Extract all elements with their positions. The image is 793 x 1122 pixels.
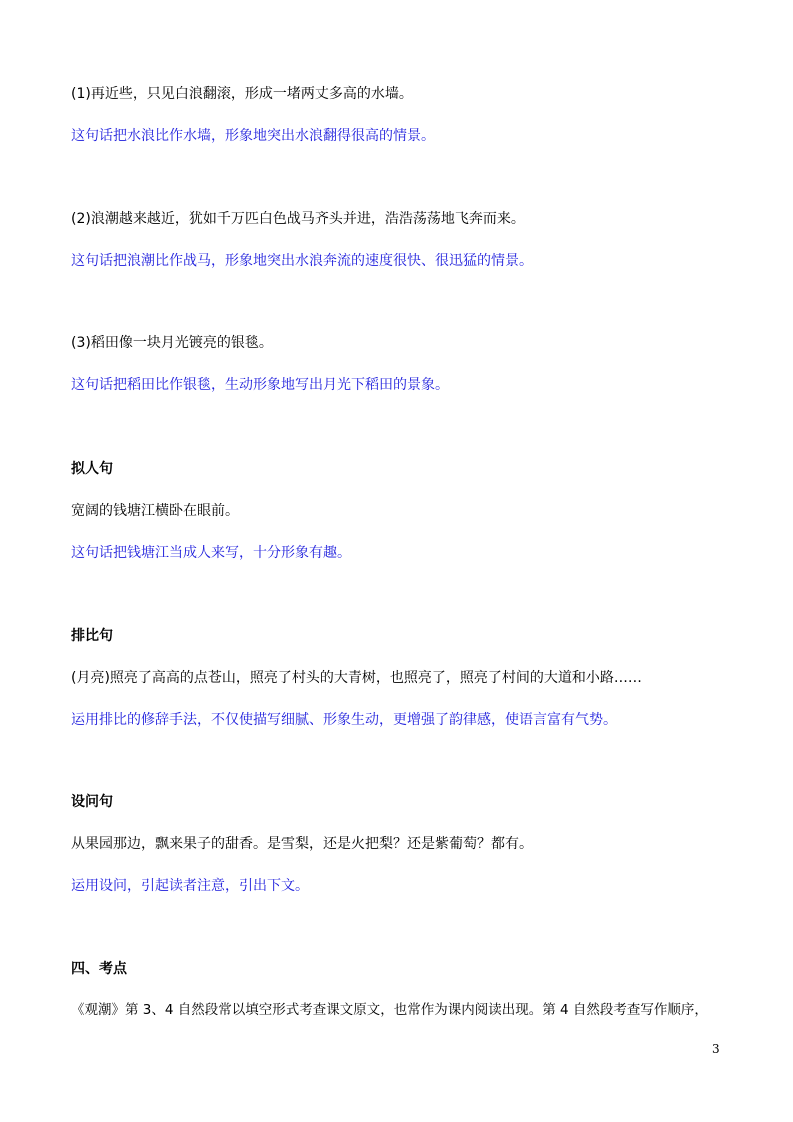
question-sentence: 从果园那边，飘来果子的甜香。是雪梨，还是火把梨？还是紫葡萄？都有。 bbox=[71, 836, 533, 852]
parallelism-sentence: (月亮)照亮了高高的点苍山，照亮了村头的大青树，也照亮了，照亮了村间的大道和小路…… bbox=[71, 670, 642, 686]
personification-heading: 拟人句 bbox=[71, 461, 113, 477]
simile-sentence-1: (1)再近些，只见白浪翻滚，形成一堵两丈多高的水墙。 bbox=[71, 86, 413, 102]
question-heading: 设问句 bbox=[71, 794, 113, 810]
simile-explanation-1: 这句话把水浪比作水墙，形象地突出水浪翻得很高的情景。 bbox=[71, 128, 435, 144]
exam-points-heading: 四、考点 bbox=[71, 961, 127, 977]
personification-sentence: 宽阔的钱塘江横卧在眼前。 bbox=[71, 503, 239, 519]
simile-sentence-2: (2)浪潮越来越近，犹如千万匹白色战马齐头并进，浩浩荡荡地飞奔而来。 bbox=[71, 211, 525, 227]
simile-sentence-3: (3)稻田像一块月光镀亮的银毯。 bbox=[71, 335, 273, 351]
parallelism-explanation: 运用排比的修辞手法，不仅使描写细腻、形象生动，更增强了韵律感，使语言富有气势。 bbox=[71, 712, 617, 728]
question-explanation: 运用设问，引起读者注意，引出下文。 bbox=[71, 878, 309, 894]
simile-explanation-3: 这句话把稻田比作银毯，生动形象地写出月光下稻田的景象。 bbox=[71, 377, 449, 393]
personification-explanation: 这句话把钱塘江当成人来写，十分形象有趣。 bbox=[71, 545, 351, 561]
exam-points-text: 《观潮》第 3、4 自然段常以填空形式考查课文原文，也常作为课内阅读出现。第 4 自然段考查写作顺序， bbox=[71, 1002, 708, 1018]
page-number: 3 bbox=[712, 1042, 720, 1056]
parallelism-heading: 排比句 bbox=[71, 628, 113, 644]
simile-explanation-2: 这句话把浪潮比作战马，形象地突出水浪奔流的速度很快、很迅猛的情景。 bbox=[71, 253, 533, 269]
